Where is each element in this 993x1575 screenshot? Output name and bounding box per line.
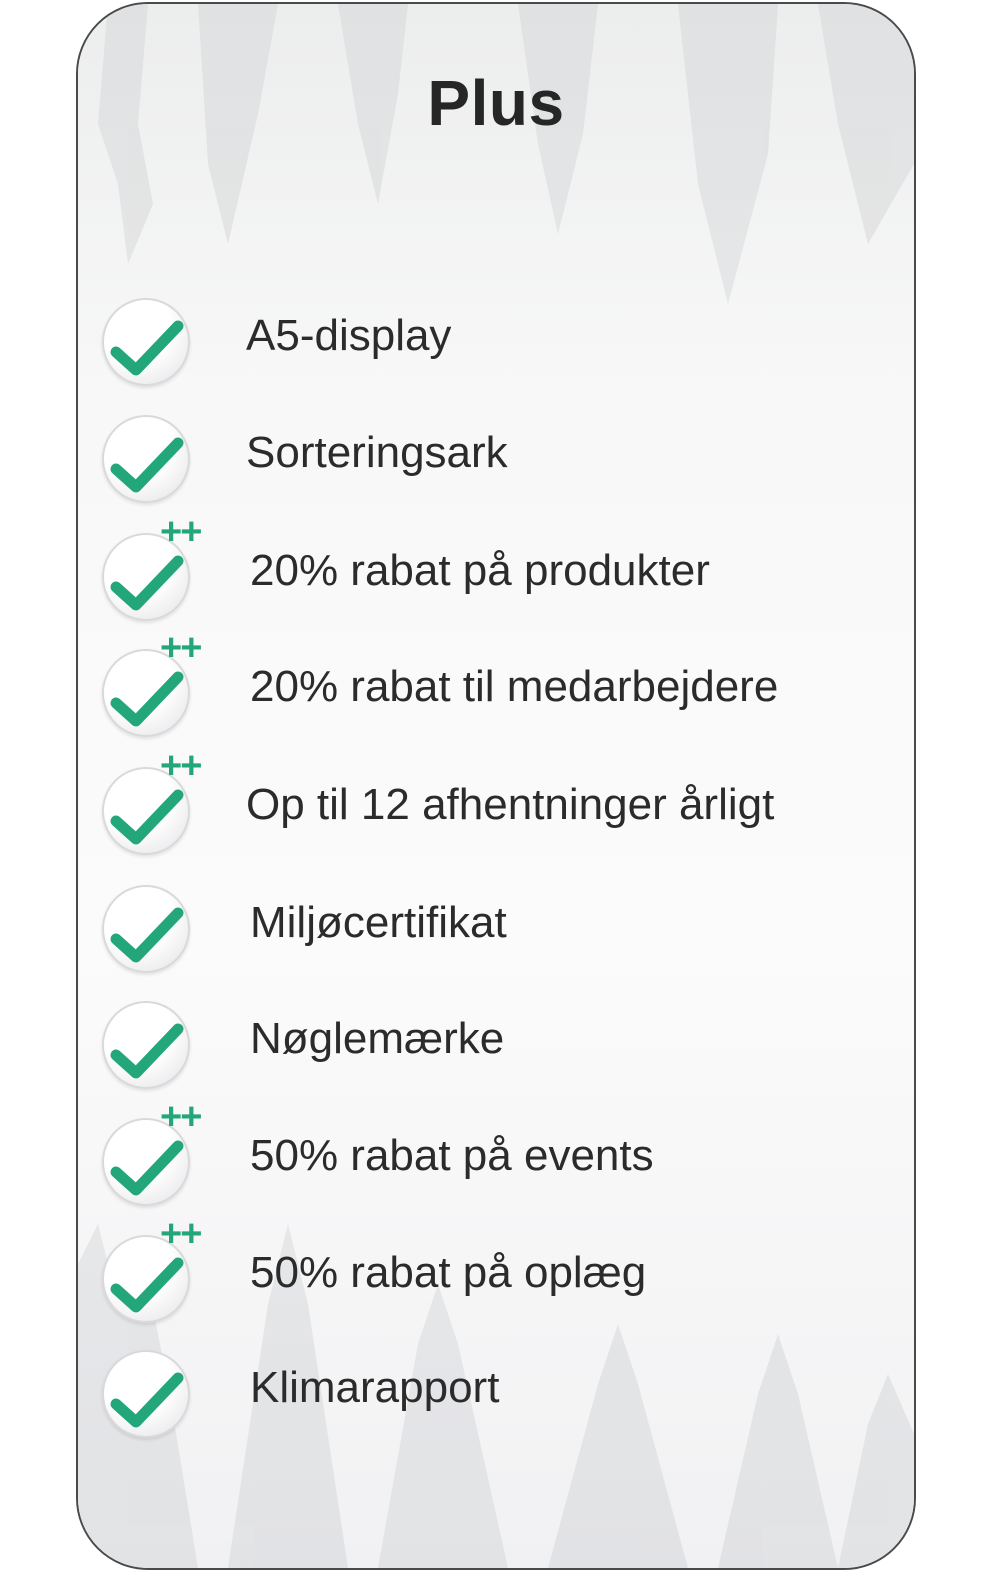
plan-card xyxy=(76,2,916,1570)
feature-label: Sorteringsark xyxy=(246,428,508,477)
check-icon xyxy=(110,1015,190,1085)
check-icon xyxy=(110,899,190,969)
feature-label: 50% rabat på oplæg xyxy=(250,1248,647,1297)
feature-item xyxy=(102,1001,892,1091)
check-icon xyxy=(110,1364,190,1434)
feature-label: 20% rabat til medarbejdere xyxy=(250,662,779,711)
plus-badge: ++ xyxy=(160,1096,201,1138)
check-icon xyxy=(110,1132,190,1202)
feature-label: Miljøcertifikat xyxy=(250,898,507,947)
feature-label: A5-display xyxy=(246,311,452,360)
feature-item xyxy=(102,415,892,505)
plus-badge: ++ xyxy=(160,511,201,553)
feature-item xyxy=(102,885,892,975)
feature-item xyxy=(102,1213,892,1325)
check-icon xyxy=(110,312,190,382)
plan-title: Plus xyxy=(427,67,565,139)
feature-item xyxy=(102,745,892,857)
check-icon xyxy=(110,547,190,617)
check-icon xyxy=(110,781,190,851)
check-icon xyxy=(110,1249,190,1319)
check-icon xyxy=(110,663,190,733)
plus-badge: ++ xyxy=(160,1213,201,1255)
check-badge xyxy=(102,1350,190,1438)
check-icon xyxy=(110,429,190,499)
feature-label: Nøglemærke xyxy=(250,1014,505,1063)
feature-item xyxy=(102,1350,892,1440)
feature-label: 20% rabat på produkter xyxy=(250,546,710,595)
check-badge xyxy=(102,415,190,503)
feature-item xyxy=(102,627,892,739)
feature-item xyxy=(102,1096,892,1208)
feature-label: Op til 12 afhentninger årligt xyxy=(246,780,775,829)
check-badge xyxy=(102,885,190,973)
plus-badge: ++ xyxy=(160,627,201,669)
check-badge xyxy=(102,1001,190,1089)
feature-item xyxy=(102,298,892,388)
feature-label: 50% rabat på events xyxy=(250,1131,654,1180)
feature-item xyxy=(102,511,892,623)
plus-badge: ++ xyxy=(160,745,201,787)
feature-label: Klimarapport xyxy=(250,1363,500,1412)
check-badge xyxy=(102,298,190,386)
